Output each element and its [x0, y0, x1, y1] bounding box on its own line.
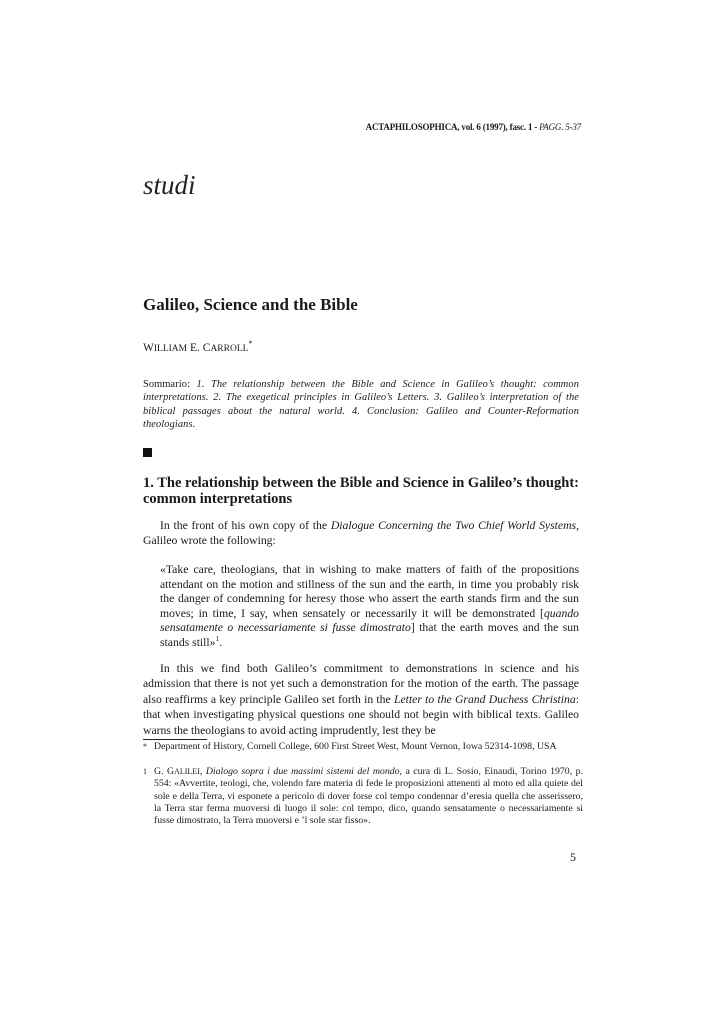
quote-text-before: «Take care, theologians, that in wishing to make matters of faith of the propositions attendant on the motion and stillness of the sun and the earth, in time you probably risk the danger of condemning for heresy those who assert the earth stands firm and the sun moves; in time, I say, when sensately or necessarily it will be demonstrated [ — [160, 563, 579, 620]
journal-citation: ACTAPHILOSOPHICA, vol. 6 (1997), fasc. 1 - — [365, 122, 538, 132]
p2-text-before: In this we find both Galileo’s commitment to demonstrations in science and his admission that there is not yet such a demonstration for the motion of the earth. The passage also reaffirms a key principle Galileo set forth in the — [143, 662, 579, 706]
abstract-items: 1. The relationship between the Bible and Science in Galileo’s thought: common interpretations. 2. The exegetical principles in Galileo’s Letters. 3. Galileo’s interpretation of the biblical passages about the natural world. 4. Conclusion: Galileo and Counter-Reformation theologians. — [143, 379, 579, 430]
p1-text-before: In the front of his own copy of the — [160, 519, 328, 532]
fn1-text: , a cura di L. Sosio, Einaudi, Torino 1970, p. 554: «Avvertite, teologi, che, volendo fare materia di fede le proposizioni attenenti al moto ed alla quiete del sole e della Terra, vi esponete a pericolo di dover forse col tempo condennar d’eresia quella che asserissero, la Terra star ferma muoversi di luogo il sole: col tempo, dico, quando sensatamente o necessariamente si fusse dimostrato, la Terra muoversi e ’l sole star fisso». — [154, 766, 583, 827]
footnote-star-text: Department of History, Cornell College, 600 First Street West, Mount Vernon, Iowa 52314-1098, USA — [154, 741, 557, 752]
paragraph-2 — [143, 661, 579, 738]
p2-italic-title: Letter to the Grand Duchess Christina — [393, 692, 576, 706]
quote-italic: quando sensatamente o necessariamente si fusse dimostrato — [160, 606, 579, 634]
author-middle: E. C — [187, 342, 211, 354]
footnote-divider — [143, 739, 207, 740]
running-header — [366, 122, 581, 132]
paragraph-1 — [143, 518, 579, 549]
section-bullet-icon — [143, 448, 152, 457]
p1-text-after: , Galileo wrote the following: — [143, 519, 580, 548]
abstract — [143, 378, 579, 431]
abstract-label: Sommario: — [143, 379, 191, 390]
block-quote — [160, 563, 579, 650]
author-note-mark: * — [248, 339, 253, 349]
fn1-title: Dialogo sopra i due massimi sistemi del mondo — [205, 766, 400, 777]
footnote-ref-1[interactable]: 1 — [215, 633, 220, 643]
quote-text-after: ] that the earth moves and the sun stands still» — [160, 621, 579, 649]
article-title: Galileo, Science and the Bible — [143, 295, 358, 314]
author-smallcaps-2: ARROLL — [210, 344, 249, 354]
p1-italic-title: Dialogue Concerning the Two Chief World Systems — [330, 519, 577, 532]
section-heading: 1. The relationship between the Bible and Science in Galileo’s thought: common interpretations — [143, 475, 579, 507]
fn1-author-b: ALILEI — [174, 767, 200, 776]
footnote-author — [143, 741, 583, 753]
footnote-1-body — [154, 766, 583, 827]
author-smallcaps-1: ILLIAM — [153, 344, 188, 354]
p2-text-after: : that when investigating physical questions one should not begin with biblical texts. Galileo warns the theologians to avoid acting imprudently, lest they be — [143, 692, 579, 737]
footnote-1 — [143, 766, 583, 827]
author-line — [143, 339, 253, 354]
quote-end: . — [219, 635, 223, 649]
page-range: PAGG. 5-37 — [539, 122, 581, 132]
fn1-author-c: , — [199, 766, 206, 777]
footnote-star-mark: * — [143, 742, 147, 751]
fn1-author-a: G. G — [154, 766, 175, 777]
footnote-1-mark: 1 — [143, 767, 147, 776]
author-initial-1: W — [143, 342, 154, 354]
page-number: 5 — [570, 850, 576, 864]
section-label: studi — [143, 170, 196, 200]
